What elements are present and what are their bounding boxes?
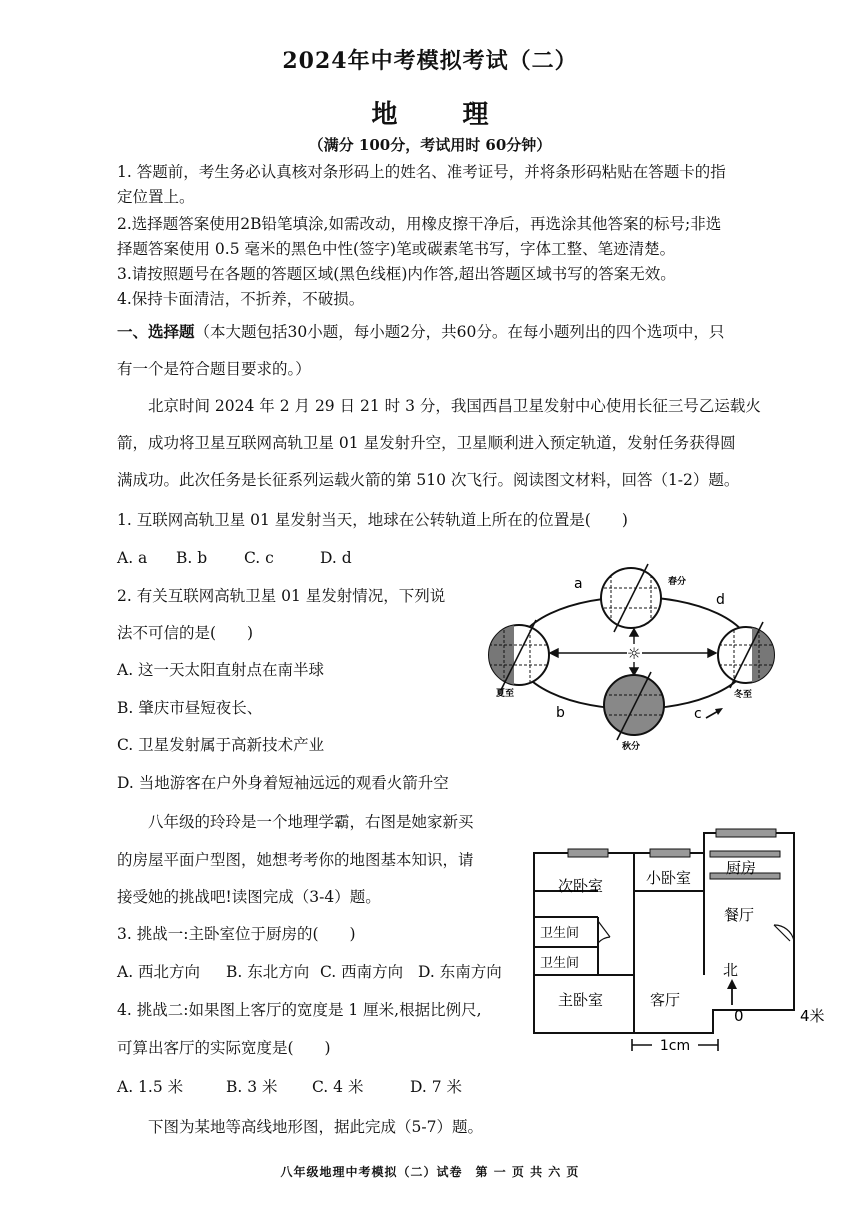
room-bathroom-1: 卫生间	[540, 926, 580, 941]
question-1-option-c: C. c	[244, 549, 274, 567]
scale-zero-label: 0	[734, 1007, 744, 1025]
earth-summer-solstice	[484, 620, 554, 690]
question-4-stem-cont: 可算出客厅的实际宽度是( )	[117, 1039, 331, 1057]
orbit-label-d: d	[716, 592, 725, 608]
orbit-label-b: b	[556, 705, 565, 721]
passage-line: 箭，成功将卫星互联网高轨卫星 01 星发射升空，卫星顺利进入预定轨道，发射任务获得圆	[117, 434, 736, 452]
instruction-line: 4.保持卡面清洁，不折养，不破损。	[117, 290, 365, 308]
instruction-line: 定位置上。	[117, 188, 195, 206]
label-summer-solstice: 夏至	[496, 689, 515, 699]
scale-end-label: 4米	[800, 1007, 825, 1025]
question-1-option-b: B. b	[176, 549, 208, 567]
exam-title: 2024年中考模拟考试（二）	[282, 48, 578, 74]
instruction-line: 2.选择题答案使用2B铅笔填涂,如需改动，用橡皮擦干净后，再选涂其他答案的标号;非选	[117, 215, 722, 233]
passage-line: 满成功。此次任务是长征系列运载火箭的第 510 次飞行。阅读图文材料，回答（1-2）题。	[117, 471, 740, 489]
earth-winter-solstice	[714, 620, 782, 690]
label-autumn-equinox: 秋分	[622, 742, 641, 752]
passage-line: 的房屋平面户型图，她想考考你的地图基本知识，请	[117, 851, 474, 869]
instruction-line: 3.请按照题号在各题的答题区域(黑色线框)内作答,超出答题区域书写的答案无效。	[117, 265, 676, 283]
subject-title: 地 理	[371, 100, 517, 130]
orbit-label-a: a	[574, 576, 583, 592]
passage-line: 下图为某地等高线地形图，据此完成（5-7）题。	[148, 1118, 483, 1136]
passage-line: 北京时间 2024 年 2 月 29 日 21 时 3 分，我国西昌卫星发射中心使用长征三号乙运载火	[148, 397, 761, 415]
question-3-option-a: A. 西北方向	[117, 963, 201, 981]
room-bathroom-2: 卫生间	[540, 956, 580, 971]
question-2-option-a: A. 这一天太阳直射点在南半球	[117, 661, 325, 679]
scale-cm-label: 1cm	[659, 1038, 691, 1054]
question-1-option-a: A. a	[117, 549, 148, 567]
question-4-option-d: D. 7 米	[410, 1078, 463, 1096]
room-master-bedroom: 主卧室	[558, 991, 604, 1009]
question-4-option-b: B. 3 米	[226, 1078, 278, 1096]
room-second-bedroom: 次卧室	[558, 877, 604, 895]
passage-line: 接受她的挑战吧!读图完成（3-4）题。	[117, 888, 381, 906]
question-4-stem: 4. 挑战二:如果图上客厅的宽度是 1 厘米,根据比例尺,	[117, 1001, 482, 1019]
question-1-option-d: D. d	[320, 549, 352, 567]
room-small-bedroom: 小卧室	[646, 869, 692, 887]
room-living: 客厅	[650, 991, 681, 1009]
section-description: （本大题包括30小题，每小题2分，共60分。在每小题列出的四个选项中，只	[194, 323, 725, 341]
north-label: 北	[723, 961, 739, 979]
question-3-stem: 3. 挑战一:主卧室位于厨房的( )	[117, 925, 356, 943]
earth-spring-equinox	[594, 560, 669, 640]
question-2-option-d: D. 当地游客在户外身着短袖远远的观看火箭升空	[117, 774, 449, 792]
page-footer: 八年级地理中考模拟（二）试卷 第 一 页 共 六 页	[280, 1165, 580, 1179]
question-2-stem: 2. 有关互联网高轨卫星 01 星发射情况，下列说	[117, 587, 446, 605]
section-description-cont: 有一个是符合题目要求的。）	[117, 360, 311, 378]
question-1-stem: 1. 互联网高轨卫星 01 星发射当天，地球在公转轨道上所在的位置是( )	[117, 511, 628, 529]
doors	[598, 921, 794, 943]
question-3-option-d: D. 东南方向	[418, 963, 502, 981]
score-note: （满分 100分，考试用时 60分钟）	[308, 136, 552, 154]
earth-autumn-equinox	[594, 672, 674, 740]
question-2-option-b: B. 肇庆市昼短夜长、	[117, 699, 263, 717]
sun-icon: ☼	[626, 644, 642, 663]
question-4-option-c: C. 4 米	[312, 1078, 364, 1096]
passage-line: 八年级的玲玲是一个地理学霸，右图是她家新买	[148, 813, 474, 831]
question-3-option-b: B. 东北方向	[226, 963, 310, 981]
section-heading	[117, 320, 724, 344]
revolution-direction-arrow	[706, 708, 723, 718]
label-winter-solstice: 冬至	[734, 690, 753, 700]
question-2-option-c: C. 卫星发射属于高新技术产业	[117, 736, 325, 754]
north-arrow	[727, 979, 737, 1005]
label-spring-equinox: 春分	[668, 577, 687, 587]
question-3-option-c: C. 西南方向	[320, 963, 404, 981]
room-kitchen: 厨房	[726, 859, 757, 877]
question-2-stem-cont: 法不可信的是( )	[117, 624, 254, 642]
instruction-line: 1. 答题前，考生务必认真核对条形码上的姓名、准考证号，并将条形码粘贴在答题卡的指	[117, 163, 726, 181]
question-4-option-a: A. 1.5 米	[117, 1078, 184, 1096]
section-title: 一、选择题	[117, 322, 195, 341]
room-dining: 餐厅	[724, 906, 755, 924]
orbit-label-c: c	[694, 706, 702, 722]
instruction-line: 择题答案使用 0.5 毫米的黑色中性(签字)笔或碳素笔书写，字体工整、笔迹清楚。	[117, 240, 676, 258]
floor-plan-diagram	[528, 825, 838, 1065]
earth-orbit-diagram	[484, 560, 784, 755]
